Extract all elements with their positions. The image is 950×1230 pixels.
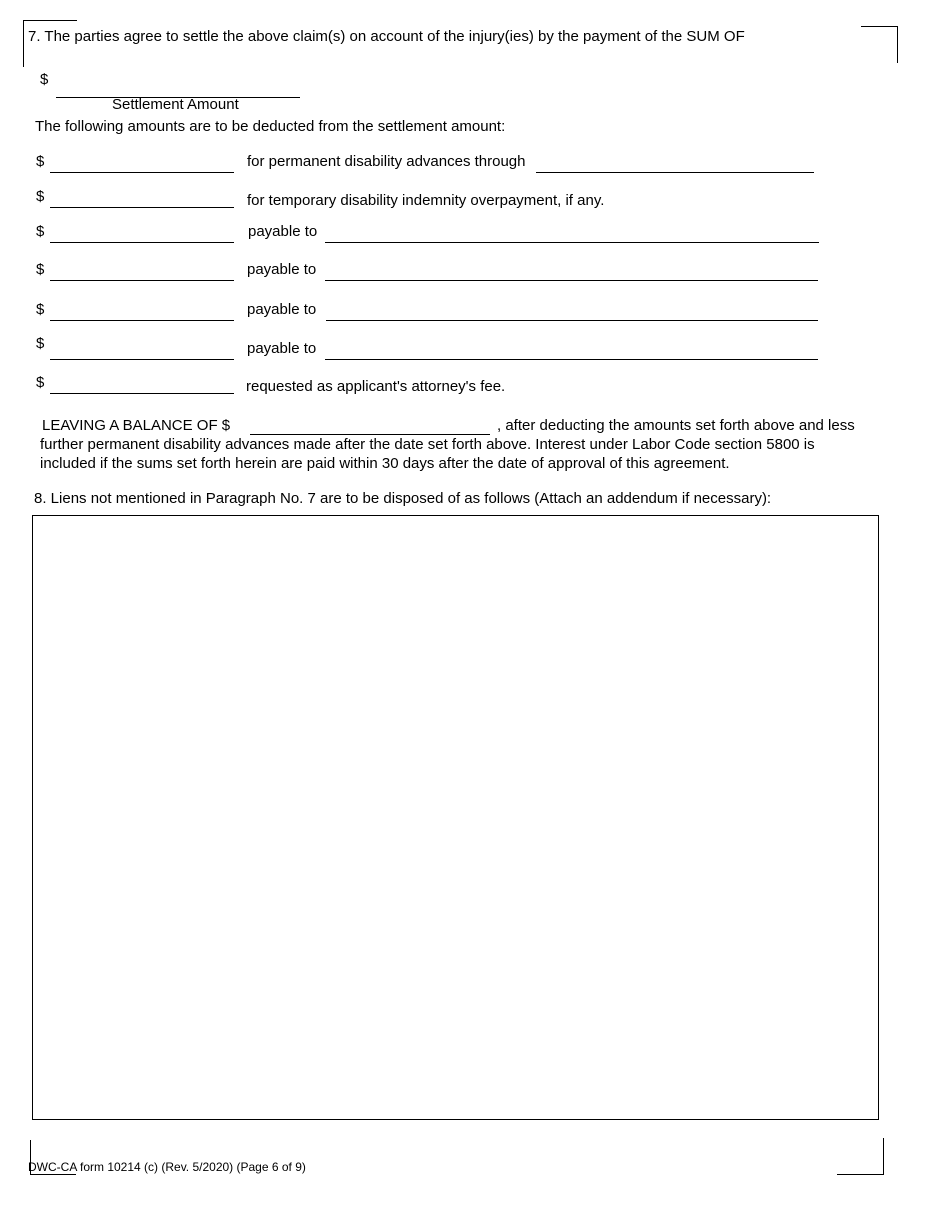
liens-disposition-textarea[interactable]	[32, 515, 879, 1120]
balance-amount-input[interactable]	[250, 414, 490, 435]
advances-through-date-input[interactable]	[536, 152, 814, 173]
payable-to-input[interactable]	[325, 339, 818, 360]
item7-heading: 7. The parties agree to settle the above claim(s) on account of the injury(ies) by the payment of the SUM OF	[28, 28, 745, 45]
payable-to-label: payable to	[247, 340, 317, 357]
payable-to-label: payable to	[247, 261, 317, 278]
settlement-dollar-sign: $	[40, 71, 49, 88]
balance-line3: included if the sums set forth herein are paid within 30 days after the date of approval of this agreement.	[40, 455, 730, 472]
payable-amount-input[interactable]	[50, 339, 234, 360]
balance-label: LEAVING A BALANCE OF $	[42, 417, 231, 434]
deduction-description: for temporary disability indemnity overpayment, if any.	[247, 192, 605, 209]
deduction-dollar-sign: $	[36, 223, 45, 240]
deduction-dollar-sign: $	[36, 335, 45, 352]
deduction-dollar-sign: $	[36, 301, 45, 318]
temporary-disability-overpayment-amount-input[interactable]	[50, 187, 234, 208]
deduction-dollar-sign: $	[36, 374, 45, 391]
balance-line2: further permanent disability advances made after the date set forth above. Interest under Labor Code section 5800 is	[40, 436, 815, 453]
deduction-dollar-sign: $	[36, 153, 45, 170]
payable-to-input[interactable]	[325, 260, 818, 281]
payable-amount-input[interactable]	[50, 260, 234, 281]
payable-amount-input[interactable]	[50, 300, 234, 321]
deduction-description: requested as applicant's attorney's fee.	[246, 378, 506, 395]
deduction-dollar-sign: $	[36, 188, 45, 205]
payable-amount-input[interactable]	[50, 222, 234, 243]
payable-to-label: payable to	[247, 301, 317, 318]
deduction-intro: The following amounts are to be deducted from the settlement amount:	[35, 118, 506, 135]
deduction-dollar-sign: $	[36, 261, 45, 278]
balance-line1-tail: , after deducting the amounts set forth above and less	[497, 417, 855, 434]
permanent-disability-advance-amount-input[interactable]	[50, 152, 234, 173]
settlement-amount-label: Settlement Amount	[112, 96, 239, 113]
payable-to-input[interactable]	[326, 300, 818, 321]
payable-to-input[interactable]	[325, 222, 819, 243]
deduction-description: for permanent disability advances through	[247, 153, 526, 170]
attorney-fee-amount-input[interactable]	[50, 373, 234, 394]
form-id-footer: DWC-CA form 10214 (c) (Rev. 5/2020) (Page 6 of 9)	[28, 1160, 306, 1174]
payable-to-label: payable to	[248, 223, 318, 240]
settlement-amount-input[interactable]	[56, 77, 300, 98]
item8-heading: 8. Liens not mentioned in Paragraph No. 7 are to be disposed of as follows (Attach an addendum if necessary):	[34, 490, 772, 507]
